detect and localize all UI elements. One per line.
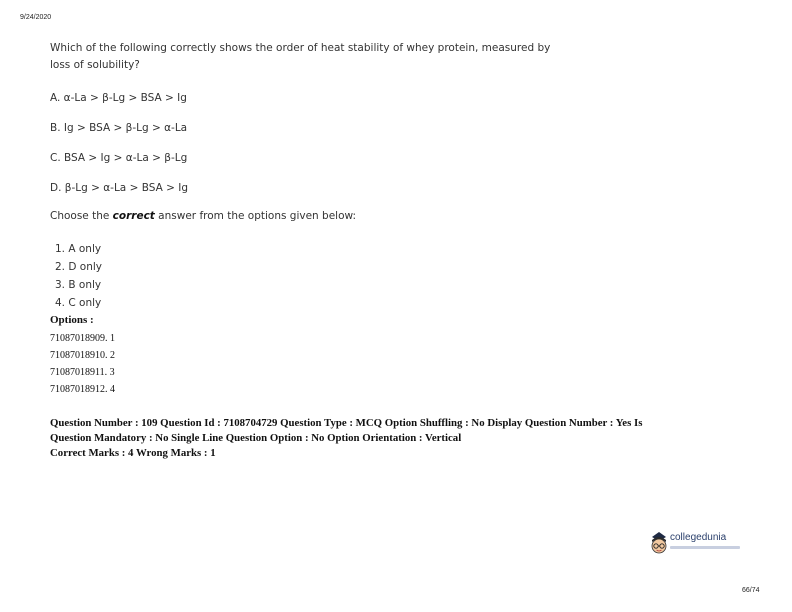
meta-line: Question Number : 109 Question Id : 7108704729 Question Type : MCQ Option Shuffling : No Display Question Number : Yes Is (50, 417, 643, 429)
mascot-icon (648, 528, 670, 558)
logo-text: collegedunia (670, 532, 727, 543)
option-id: 71087018912. 4 (50, 384, 115, 395)
collegedunia-logo (648, 528, 748, 558)
choose-suffix: answer from the options given below: (154, 210, 357, 222)
option-id: 71087018910. 2 (50, 350, 115, 361)
statement-a: A. α-La > β-Lg > BSA > Ig (50, 92, 187, 104)
statement-b: B. Ig > BSA > β-Lg > α-La (50, 122, 188, 134)
answer-item: 1. A only (55, 243, 102, 255)
logo-tagline-strip (670, 546, 740, 549)
option-id: 71087018909. 1 (50, 333, 115, 344)
print-date: 9/24/2020 (20, 14, 52, 21)
choose-emphasis: correct (112, 210, 155, 222)
question-metadata (50, 416, 750, 461)
answer-item: 2. D only (55, 261, 102, 273)
options-heading: Options : (50, 314, 94, 326)
statement-d: D. β-Lg > α-La > BSA > Ig (50, 182, 189, 194)
answer-item: 3. B only (55, 279, 102, 291)
choose-instruction (50, 210, 356, 222)
meta-line: Correct Marks : 4 Wrong Marks : 1 (50, 447, 216, 459)
meta-line: Question Mandatory : No Single Line Question Option : No Option Orientation : Vertical (50, 432, 462, 444)
page-number: 66/74 (742, 587, 760, 594)
option-id: 71087018911. 3 (50, 367, 115, 378)
statement-c: C. BSA > Ig > α-La > β-Lg (50, 152, 188, 164)
option-id-list (50, 330, 115, 398)
answer-list (55, 240, 102, 312)
answer-item: 4. C only (55, 297, 102, 309)
choose-prefix: Choose the (50, 210, 113, 222)
question-text: Which of the following correctly shows the order of heat stability of whey protein, measured by loss of solubility? (50, 42, 551, 71)
